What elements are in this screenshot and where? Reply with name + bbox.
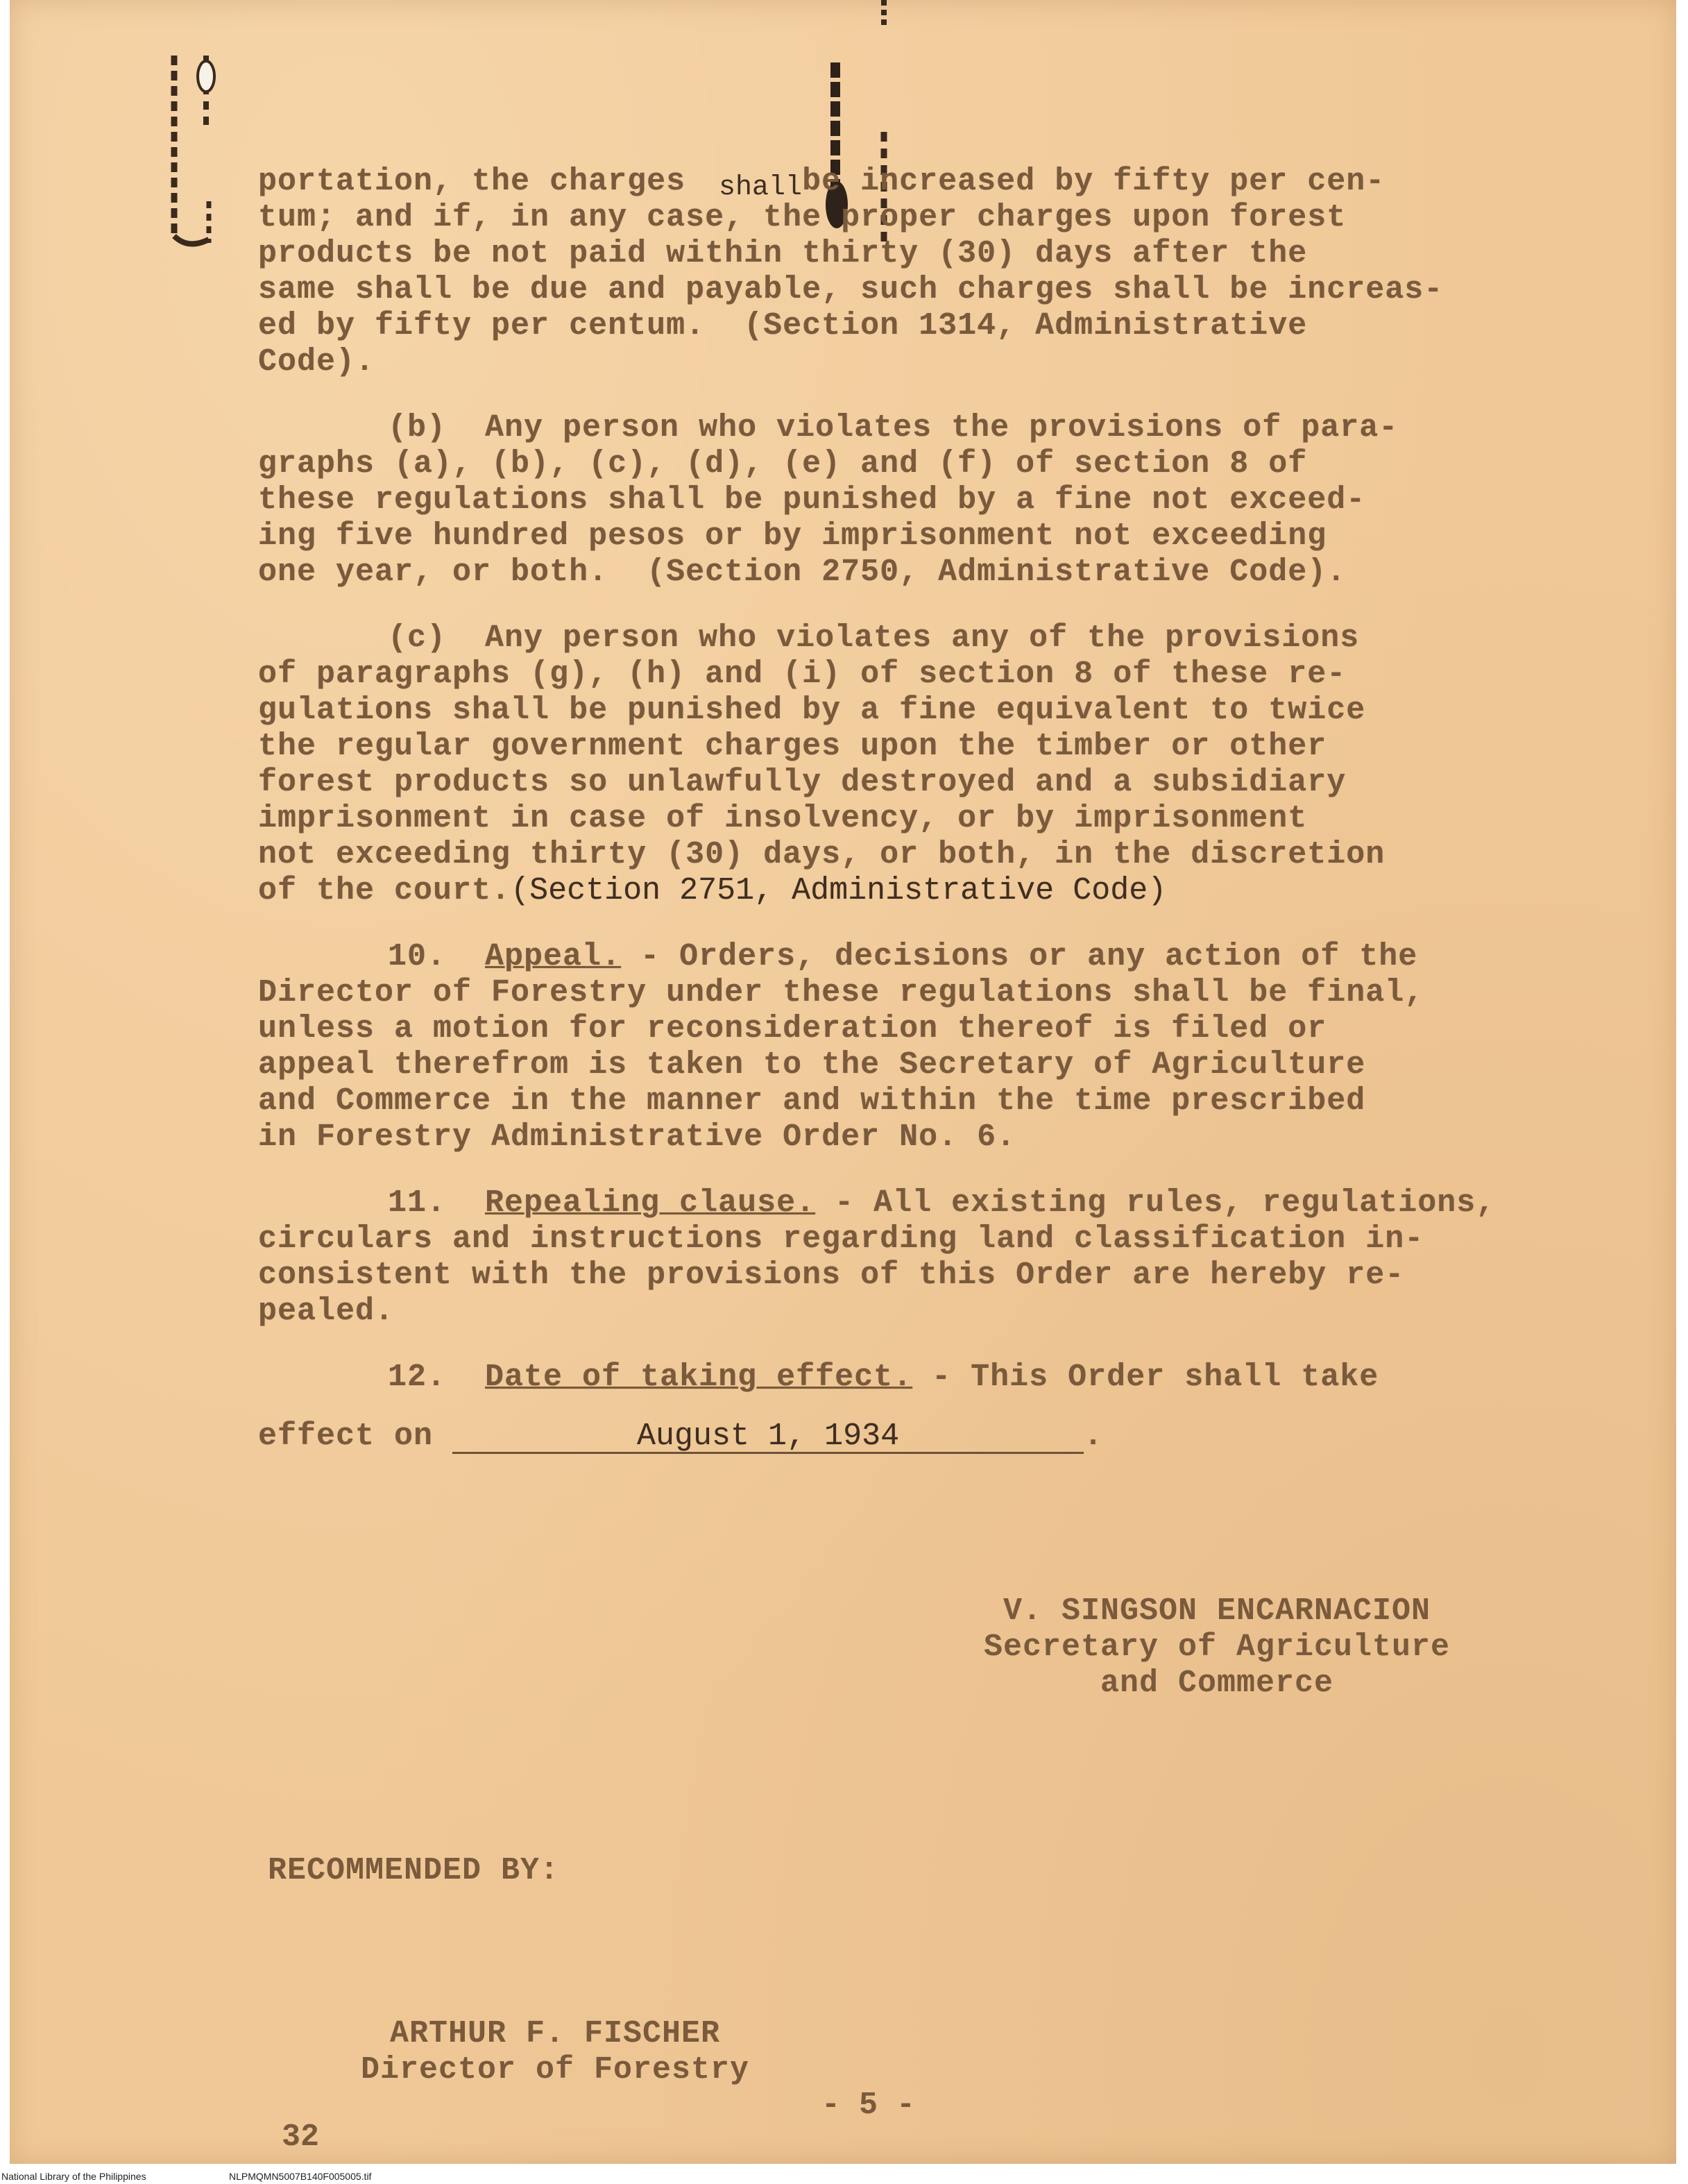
section-11-number: 11. — [388, 1185, 447, 1221]
scan-footer — [0, 2169, 1688, 2184]
effect-end: . — [1084, 1419, 1104, 1454]
footer-filename: NLPMQMN5007B140F005005.tif — [229, 2171, 372, 2182]
document-number: 32 — [282, 2119, 320, 2155]
paragraph-c-citation: (Section 2751, Administrative Code) — [511, 873, 1167, 908]
recommender-block — [326, 2016, 784, 2088]
effect-prefix: effect on — [258, 1419, 453, 1454]
section-11-title: Repealing clause. — [485, 1185, 816, 1221]
section-10-appeal — [258, 939, 1562, 1156]
section-11-repealing — [258, 1185, 1562, 1330]
section-11-body: - All existing rules, regulations, circulars and instructions regarding land classification in- consistent with the provisions of this Order are hereby re- pealed. — [258, 1185, 1496, 1329]
continuation-rest: tum; and if, in any case, the proper charges upon forest products be not paid within thirty (30) days after the same shall be due and payable, such charges shall be increas- ed by fifty per centum. (Section 1314, Administrative Code). — [258, 200, 1444, 380]
continuation-line-1b: be increased by fifty per cen- — [802, 164, 1386, 199]
signatory-title-1: Secretary of Agriculture — [983, 1629, 1451, 1665]
section-12-title: Date of taking effect. — [485, 1360, 913, 1395]
staple-hole-top — [870, 0, 898, 28]
document-body — [258, 164, 1562, 1484]
paragraph-b: (b) Any person who violates the provisions of para- graphs (a), (b), (c), (d), (e) and (f) of section 8 of these regulations shall be punished by a fine not exceed- ing five hundred pesos or by imprisonment not exceeding one year, or both. (Section 2750, Administrative Code). — [258, 410, 1399, 590]
signatory-name: V. SINGSON ENCARNACION — [1003, 1593, 1431, 1629]
continuation-paragraph — [258, 164, 1562, 380]
recommender-name: ARTHUR F. FISCHER — [389, 2016, 721, 2051]
typed-insert-shall: shall — [719, 172, 803, 203]
signatory-title-2: and Commerce — [1100, 1666, 1334, 1701]
continuation-line-1: portation, the charges — [258, 164, 686, 199]
section-10-body: - Orders, decisions or any action of the Director of Forestry under these regulations shall be final, unless a motion for reconsideration thereof is filed or appeal therefrom is taken to the Secretary of Agriculture and Commerce in the manner and within the time prescribed in Forestry Administrative Order No. 6. — [258, 939, 1424, 1155]
section-10-title: Appeal. — [485, 939, 622, 974]
paragraph-c — [258, 620, 1562, 909]
recommender-title: Director of Forestry — [360, 2052, 750, 2088]
document-page — [10, 0, 1676, 2164]
section-12-number: 12. — [388, 1360, 447, 1395]
page-number: - 5 - — [821, 2088, 916, 2123]
section-12-body: - This Order shall take — [912, 1360, 1379, 1395]
section-12-effect-line — [258, 1419, 1562, 1455]
footer-library: National Library of the Philippines — [1, 2171, 146, 2182]
paragraph-c-text: (c) Any person who violates any of the provisions of paragraphs (g), (h) and (i) of section 8 of these re- gulations shall be punished by a fine equivalent to twice the regular government charges upon the timber or other forest products so unlawfully destroyed and a subsidiary imprisonment in case of insolvency, or by imprisonment not exceeding thirty (30) days, or both, in the discretion of the court. — [258, 620, 1386, 908]
signature-block — [939, 1593, 1494, 1702]
recommended-by-label: RECOMMENDED BY: — [268, 1853, 560, 1888]
section-12-effect — [258, 1360, 1562, 1396]
effective-date: August 1, 1934 — [452, 1421, 1084, 1454]
staple-hole-left — [160, 42, 219, 250]
section-10-number: 10. — [388, 939, 447, 974]
